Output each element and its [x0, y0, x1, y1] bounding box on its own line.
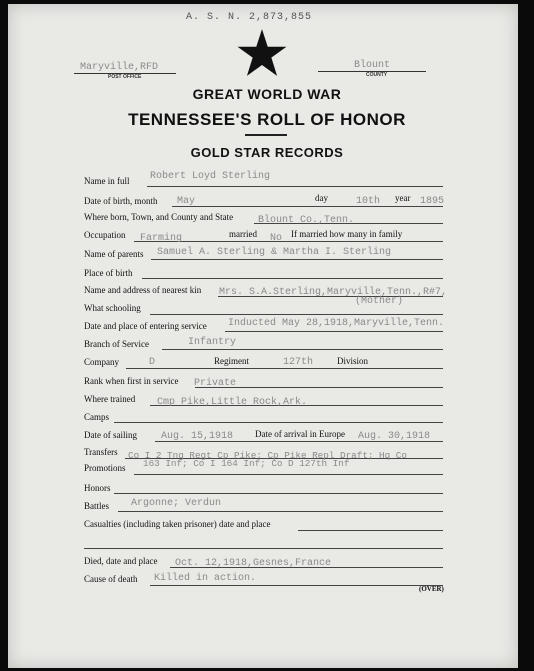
title-roll-of-honor: TENNESSEE'S ROLL OF HONOR [128, 110, 406, 129]
cause-value: Killed in action. [154, 573, 257, 584]
battles-line [118, 511, 443, 512]
honors-label: Honors [84, 483, 111, 493]
casualties-line [298, 530, 443, 531]
gold-star-icon [236, 28, 288, 78]
company-label: Company [84, 357, 119, 367]
honors-line [114, 493, 443, 494]
occupation-value: Farming [140, 233, 183, 244]
transfers-label: Transfers [84, 447, 118, 457]
trained-value: Cmp Pike,Little Rock,Ark. [157, 397, 308, 408]
camps-line [114, 422, 443, 423]
company-line [126, 368, 443, 369]
company-value: D [149, 357, 156, 368]
dob-month-value: May [177, 196, 196, 207]
died-label: Died, date and place [84, 556, 158, 566]
branch-label: Branch of Service [84, 339, 149, 349]
trained-label: Where trained [84, 394, 136, 404]
casualties-label: Casualties (including taken prisoner) date and place [84, 519, 271, 529]
born-value: Blount Co.,Tenn. [258, 215, 355, 226]
county-value: Blount [354, 60, 391, 71]
birthplace-line [142, 278, 443, 279]
branch-value: Infantry [188, 337, 237, 348]
parents-line [151, 259, 443, 260]
camps-label: Camps [84, 412, 110, 422]
branch-line [162, 349, 443, 350]
regiment-label: Regiment [214, 356, 249, 366]
post-office-value: Maryville,RFD [80, 62, 159, 73]
born-label: Where born, Town, and County and State [84, 212, 234, 222]
county-label: COUNTY [366, 72, 388, 78]
division-label: Division [337, 356, 369, 366]
name-line [147, 186, 443, 187]
sailing-value: Aug. 15,1918 [161, 431, 234, 442]
rank-label: Rank when first in service [84, 376, 179, 386]
arrival-label: Date of arrival in Europe [255, 429, 345, 439]
arrival-value: Aug. 30,1918 [358, 431, 431, 442]
entering-label: Date and place of entering service [84, 321, 207, 331]
post-office-label: POST OFFICE [108, 74, 142, 80]
dob-year-label: year [395, 193, 411, 203]
dob-day-label: day [315, 193, 328, 203]
dob-day-value: 10th [356, 196, 381, 207]
schooling-line [150, 314, 443, 315]
sailing-label: Date of sailing [84, 430, 137, 440]
parents-value: Samuel A. Sterling & Martha I. Sterling [157, 247, 392, 258]
army-serial-number: A. S. N. 2,873,855 [186, 12, 313, 23]
title-gold-star-records: GOLD STAR RECORDS [190, 145, 344, 160]
family-label: If married how many in family [291, 229, 403, 239]
entering-line [225, 331, 443, 332]
dob-line [172, 206, 443, 207]
cause-label: Cause of death [84, 574, 138, 584]
cause-line [150, 585, 443, 586]
kin-value: Mrs. S.A.Sterling,Maryville,Tenn.,R#7, [219, 287, 448, 298]
parents-label: Name of parents [84, 249, 144, 259]
title-great-world-war: GREAT WORLD WAR [192, 86, 342, 102]
promotions-line [134, 474, 443, 475]
dob-month-label: Date of birth, month [84, 196, 158, 206]
married-value: No [270, 233, 283, 244]
occupation-label: Occupation [84, 230, 126, 240]
casualties-extra-line [84, 548, 443, 549]
rank-value: Private [194, 378, 237, 389]
promotions-label: Promotions [84, 463, 126, 473]
battles-value: Argonne; Verdun [131, 498, 222, 509]
regiment-value: 127th [283, 357, 314, 368]
name-label: Name in full [84, 176, 130, 186]
kin-label: Name and address of nearest kin [84, 285, 202, 295]
died-value: Oct. 12,1918,Gesnes,France [175, 558, 332, 569]
birthplace-label: Place of birth [84, 268, 133, 278]
transfers-value-continued: 163 Inf; Co I 164 Inf; Co D 127th Inf [143, 458, 350, 469]
schooling-label: What schooling [84, 303, 141, 313]
transfers-value: Co I 2 Tng Regt Cp Pike; Cp Pike Repl Draft; Hq Co [128, 450, 407, 461]
over-note: (OVER) [419, 585, 444, 593]
battles-label: Battles [84, 501, 109, 511]
name-value: Robert Loyd Sterling [150, 171, 271, 182]
kin-relation-value: (Mother) [355, 296, 404, 307]
entering-value: Inducted May 28,1918,Maryville,Tenn. [228, 318, 445, 329]
title-divider [245, 134, 287, 136]
married-label: married [229, 229, 257, 239]
dob-year-value: 1895 [420, 196, 445, 207]
